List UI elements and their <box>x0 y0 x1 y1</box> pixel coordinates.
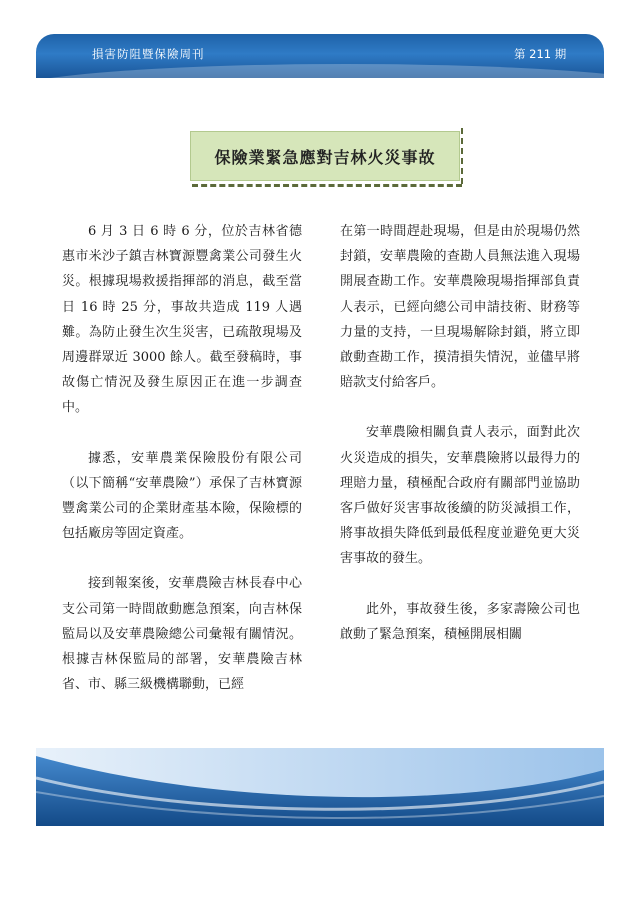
paragraph: 此外，事故發生後，多家壽險公司也啟動了緊急預案，積極開展相關 <box>340 601 580 642</box>
publication-name: 損害防阻暨保險周刊 <box>92 47 205 61</box>
right-column <box>340 219 580 647</box>
article-title: 保險業緊急應對吉林火災事故 <box>190 131 460 181</box>
title-dashed-border-bottom <box>192 184 462 187</box>
paragraph: 在第一時間趕赴現場，但是由於現場仍然封鎖，安華農險的查勘人員無法進入現場開展查勘工作。安華農險現場指揮部負責人表示，已經向總公司申請技術、財務等力量的支持，一旦現場解除封鎖，將立即啟動查勘工作，摸清損失情況，並儘早將賠款支付給客戶。 <box>340 224 580 391</box>
footer-wave-band <box>36 748 604 826</box>
issue-number: 第 211 期 <box>514 47 567 61</box>
paragraph: 據悉，安華農業保險股份有限公司（以下簡稱“安華農險”）承保了吉林寶源豐禽業公司的企業財產基本險，保險標的包括廠房等固定資產。 <box>62 450 302 542</box>
paragraph: 6 月 3 日 6 時 6 分，位於吉林省德惠市米沙子鎮吉林寶源豐禽業公司發生火災。根據現場救援指揮部的消息，截至當日 16 時 25 分，事故共造成 119 人遇難。為防止發生次生災害，已疏散現場及周邊群眾近 3000 餘人。截至發稿時，事故傷亡情況及發生原因正在進一步調查中。 <box>62 224 302 416</box>
footer-wave-graphic <box>36 748 604 826</box>
left-column <box>62 219 302 697</box>
title-dashed-border-right <box>461 128 463 184</box>
paragraph: 接到報案後，安華農險吉林長春中心支公司第一時間啟動應急預案，向吉林保監局以及安華農險總公司彙報有關情況。根據吉林保監局的部署，安華農險吉林省、市、縣三級機構聯動，已經 <box>62 576 302 693</box>
paragraph: 安華農險相關負責人表示，面對此次火災造成的損失，安華農險將以最得力的理賠力量，積極配合政府有關部門並協助客戶做好災害事故後續的防災減損工作，將事故損失降低到最低程度並避免更大災害事故的發生。 <box>340 425 580 567</box>
